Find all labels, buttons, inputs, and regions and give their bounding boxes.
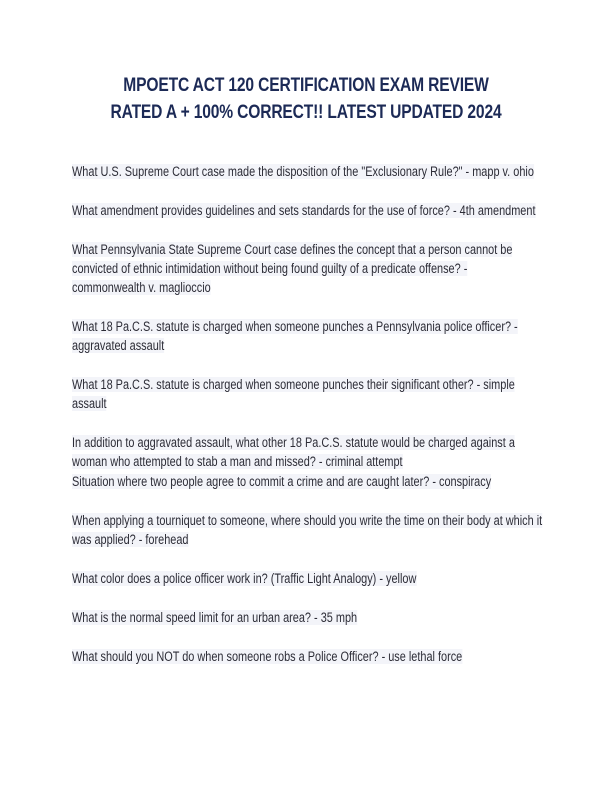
document-title: MPOETC ACT 120 CERTIFICATION EXAM REVIEW RATED A + 100% CORRECT!! LATEST UPDATED 2024 (110, 74, 502, 123)
qa-text: What is the normal speed limit for an urban area? - 35 mph (72, 610, 358, 625)
qa-item (72, 511, 542, 549)
qa-item (72, 433, 542, 471)
qa-text: Situation where two people agree to commit a crime and are caught later? - conspiracy (72, 474, 492, 489)
question-answer-list (72, 162, 542, 686)
qa-item (72, 201, 542, 220)
qa-text: When applying a tourniquet to someone, where should you write the time on their body at which it was applied? - forehead (72, 513, 543, 547)
qa-item (72, 240, 542, 297)
qa-item (72, 162, 542, 181)
qa-item (72, 317, 542, 355)
qa-text: What should you NOT do when someone robs a Police Officer? - use lethal force (72, 649, 463, 664)
qa-item (72, 647, 542, 666)
qa-text: What 18 Pa.C.S. statute is charged when someone punches a Pennsylvania police officer? - aggravated assault (72, 319, 518, 353)
qa-item (72, 375, 542, 413)
qa-item (72, 569, 542, 588)
qa-text: What 18 Pa.C.S. statute is charged when someone punches their significant other? - simple assault (72, 377, 515, 411)
qa-text: What Pennsylvania State Supreme Court case defines the concept that a person cannot be convicted of ethnic intimidation without being found guilty of a predicate offense? - commonwealth v. maglioccio (72, 242, 513, 295)
qa-item (72, 608, 542, 627)
qa-text: In addition to aggravated assault, what other 18 Pa.C.S. statute would be charged against a woman who attempted to stab a man and missed? - criminal attempt (72, 435, 515, 469)
qa-item (72, 472, 542, 491)
qa-text: What color does a police officer work in? (Traffic Light Analogy) - yellow (72, 571, 417, 586)
qa-text: What amendment provides guidelines and sets standards for the use of force? - 4th amendment (72, 203, 536, 218)
qa-text: What U.S. Supreme Court case made the disposition of the "Exclusionary Rule?" - mapp v. ohio (72, 164, 534, 179)
